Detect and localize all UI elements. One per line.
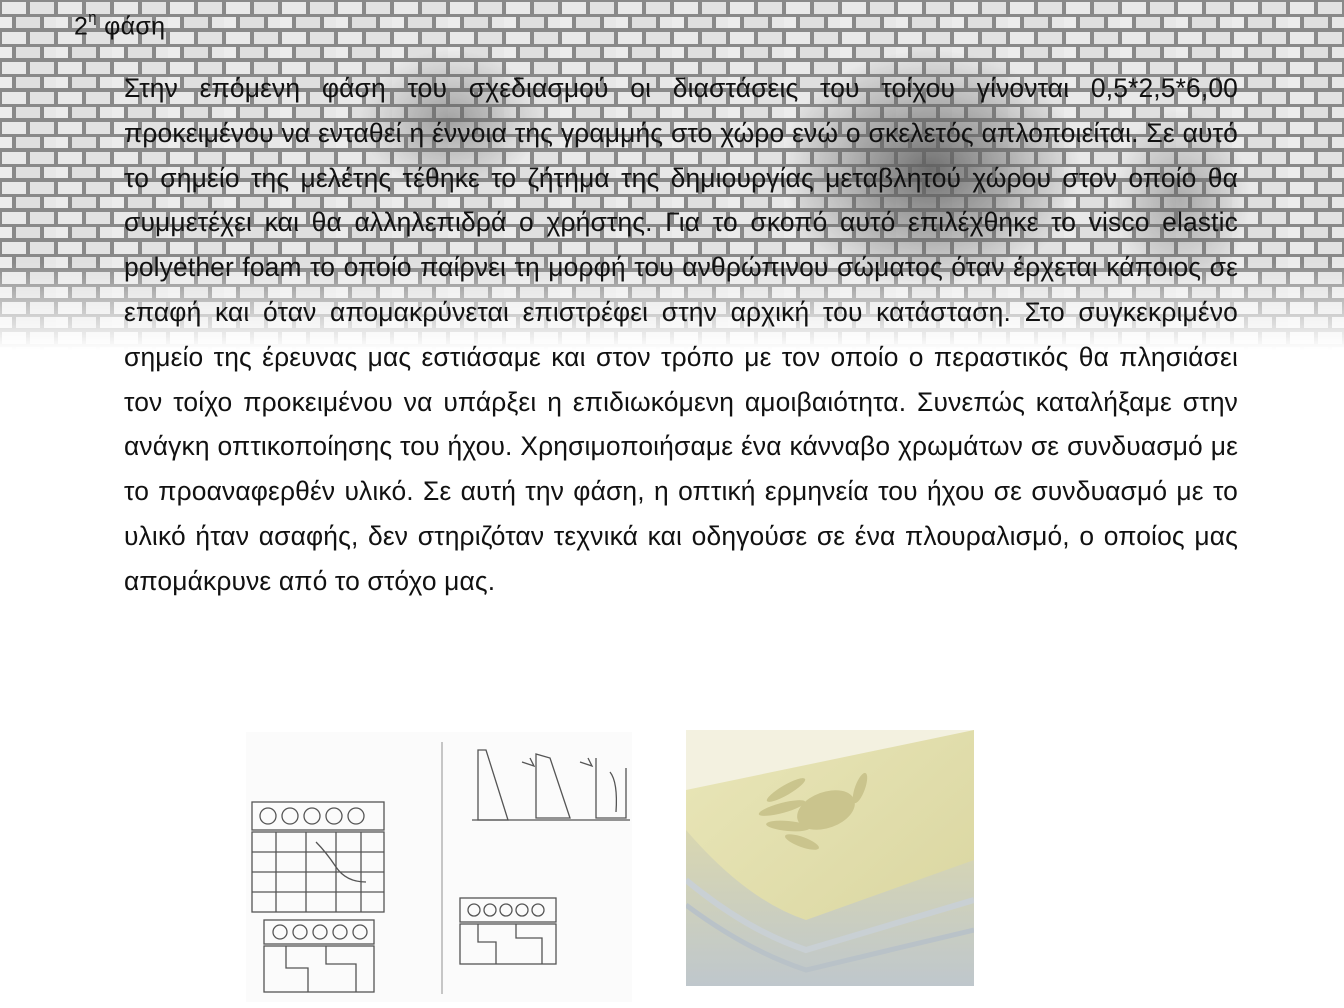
memory-foam-handprint-image bbox=[686, 730, 974, 986]
title-word: φάση bbox=[104, 12, 166, 41]
slide-title bbox=[74, 9, 166, 41]
sketch-drawing-image bbox=[246, 732, 632, 1002]
title-number: 2 bbox=[74, 12, 89, 41]
title-superscript: η bbox=[88, 9, 97, 26]
body-paragraph: Στην επόμενη φάση του σχεδιασμού οι διαστάσεις του τοίχου γίνονται 0,5*2,5*6,00 προκειμένου να ενταθεί η έννοια της γραμμής στο χώρο ενώ ο σκελετός απλοποιείται. Σε αυτό το σημείο της μελέτης τέθηκε το ζήτημα της δημιουργίας μεταβλητού χώρου στον οποίο θα συμμετέχει και θα αλληλεπιδρά ο χρήστης. Για το σκοπό αυτό επιλέχθηκε το visco elastic polyether foam το οποίο παίρνει τη μορφή του ανθρώπινου σώματος όταν έρχεται κάποιος σε επαφή και όταν απομακρύνεται επιστρέφει στην αρχική του κατάσταση. Στο συγκεκριμένο σημείο της έρευνας μας εστιάσαμε και στον τρόπο με τον οποίο ο περαστικός θα πλησιάσει τον τοίχο προκειμένου να υπάρξει η επιδιωκόμενη αμοιβαιότητα. Συνεπώς καταλήξαμε στην ανάγκη οπτικοποίησης του ήχου. Χρησιμοποιήσαμε ένα κάνναβο χρωμάτων σε συνδυασμό με το προαναφερθέν υλικό. Σε αυτή την φάση, η οπτική ερμηνεία του ήχου σε συνδυασμό με το υλικό ήταν ασαφής, δεν στηριζόταν τεχνικά και οδηγούσε σε ένα πλουραλισμό, ο οποίος μας απομάκρυνε από το στόχο μας. bbox=[124, 73, 1238, 596]
